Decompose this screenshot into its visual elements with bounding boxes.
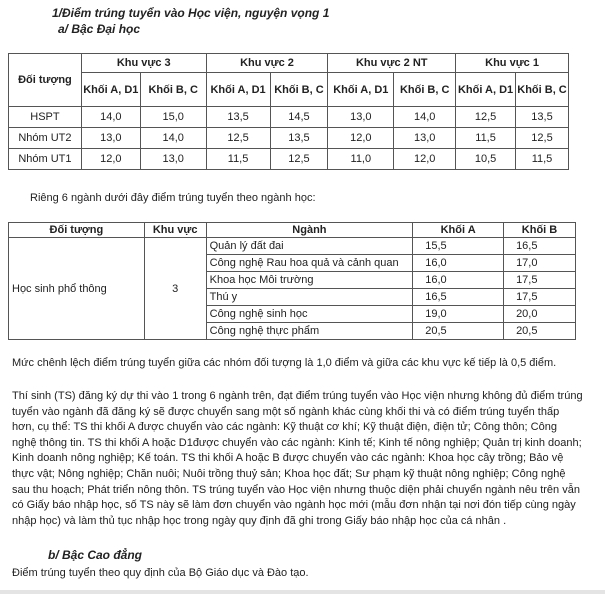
score-cell: 14,5 — [270, 107, 328, 128]
paragraph-line: tuyển vào ngành đã đăng ký sẽ được chuyển sang một số ngành khác cùng khối thi và có điểm trúng tuyển thấp — [12, 405, 560, 418]
table-row — [9, 149, 569, 170]
header-subcol: Khối A, D1 — [328, 73, 394, 107]
score-cell: 12,5 — [206, 128, 270, 149]
score-b: 17,5 — [504, 272, 576, 289]
header-khoi-b: Khối B — [504, 223, 576, 238]
score-cell: 13,0 — [394, 128, 456, 149]
score-cell: 12,0 — [394, 149, 456, 170]
score-difference-text: Mức chênh lệch điểm trúng tuyển giữa các nhóm đối tượng là 1,0 điểm và giữa các khu vực kế tiếp là 0,5 điểm. — [12, 357, 557, 369]
score-cell: 13,5 — [270, 128, 328, 149]
paragraph-line: Thí sinh (TS) đăng ký dự thi vào 1 trong 6 ngành trên, đạt điểm trúng tuyển vào Học viện nhưng không đủ điểm trúng — [12, 390, 583, 402]
major-name: Khoa học Môi trường — [206, 272, 413, 289]
header-region: Khu vực 3 — [81, 54, 206, 73]
table-row — [9, 128, 569, 149]
admission-score-table — [8, 53, 569, 170]
header-region: Khu vực 2 NT — [328, 54, 456, 73]
score-b: 20,5 — [504, 323, 576, 340]
score-a: 16,0 — [413, 272, 504, 289]
score-cell: 12,5 — [456, 107, 516, 128]
header-subcol: Khối A, D1 — [456, 73, 516, 107]
header-nganh: Ngành — [206, 223, 413, 238]
score-cell: 12,0 — [328, 128, 394, 149]
header-subcol: Khối B, C — [516, 73, 569, 107]
score-a: 19,0 — [413, 306, 504, 323]
special-majors-note: Riêng 6 ngành dưới đây điểm trúng tuyển theo ngành học: — [30, 192, 316, 204]
subheading-university: a/ Bậc Đại học — [58, 22, 141, 36]
score-b: 16,5 — [504, 238, 576, 255]
score-cell: 14,0 — [140, 128, 206, 149]
score-cell: 11,0 — [328, 149, 394, 170]
row-group: Nhóm UT2 — [9, 128, 82, 149]
score-b: 17,0 — [504, 255, 576, 272]
score-cell: 15,0 — [140, 107, 206, 128]
row-group: Nhóm UT1 — [9, 149, 82, 170]
section-heading: 1/Điểm trúng tuyển vào Học viện, nguyện vọng 1 — [52, 6, 330, 20]
doi-tuong-cell: Học sinh phổ thông — [9, 238, 145, 340]
score-cell: 14,0 — [81, 107, 140, 128]
score-cell: 13,0 — [140, 149, 206, 170]
paragraph-line: sau thu hoạch; Phát triển nông thôn. TS trúng tuyển vào Học viện nhưng thuộc diện phải chuyển ngành nêu trên vẫn — [12, 483, 580, 496]
table-row — [9, 238, 576, 255]
score-b: 17,5 — [504, 289, 576, 306]
score-cell: 12,5 — [270, 149, 328, 170]
paragraph-line: nghệ thông tin. TS thi khối A hoặc D1được chuyển vào các ngành: Kinh tế; Kinh tế nông nghiệp; Quản trị kinh doanh; — [12, 436, 582, 449]
row-group: HSPT — [9, 107, 82, 128]
paragraph-line: Kinh doanh nông nghiệp; Kế toán. TS thi khối A hoặc B được chuyển vào các ngành: Khoa học cây trồng; Bảo vệ — [12, 452, 564, 465]
college-score-note: Điểm trúng tuyển theo quy định của Bộ Giáo dục và Đào tạo. — [12, 567, 309, 579]
header-khoi-a: Khối A — [413, 223, 504, 238]
score-cell: 13,5 — [206, 107, 270, 128]
major-name: Công nghệ thực phẩm — [206, 323, 413, 340]
score-cell: 10,5 — [456, 149, 516, 170]
score-a: 20,5 — [413, 323, 504, 340]
paragraph-line: hơn, cụ thể: TS thi khối A được chuyển vào các ngành: Kỹ thuật cơ khí; Kỹ thuật điện, điện tử; Công thôn; Công — [12, 421, 557, 434]
score-cell: 11,5 — [206, 149, 270, 170]
header-subcol: Khối A, D1 — [81, 73, 140, 107]
score-a: 16,5 — [413, 289, 504, 306]
score-a: 16,0 — [413, 255, 504, 272]
header-subcol: Khối A, D1 — [206, 73, 270, 107]
score-cell: 13,5 — [516, 107, 569, 128]
header-subcol: Khối B, C — [270, 73, 328, 107]
score-cell: 13,0 — [81, 128, 140, 149]
score-a: 15,5 — [413, 238, 504, 255]
score-cell: 11,5 — [456, 128, 516, 149]
paragraph-line: nhập học) và làm thủ tục nhập học trong ngày quy định đã ghi trong Giấy báo nhập học của cá nhân . — [12, 514, 507, 527]
header-doi-tuong: Đối tượng — [9, 54, 82, 107]
major-name: Thú y — [206, 289, 413, 306]
paragraph-line: có Giấy báo nhập học, số TS này sẽ làm đơn chuyển vào ngành học mới (mẫu đơn nhận tại nơi đón tiếp cùng ngày — [12, 499, 576, 512]
major-score-table — [8, 222, 576, 340]
score-cell: 12,5 — [516, 128, 569, 149]
table-row — [9, 107, 569, 128]
major-name: Công nghệ sinh học — [206, 306, 413, 323]
major-name: Công nghệ Rau hoa quả và cảnh quan — [206, 255, 413, 272]
header-region: Khu vực 2 — [206, 54, 328, 73]
header-subcol: Khối B, C — [394, 73, 456, 107]
header-doi-tuong: Đối tượng — [9, 223, 145, 238]
transfer-paragraph — [12, 389, 592, 529]
score-cell: 11,5 — [516, 149, 569, 170]
major-name: Quản lý đất đai — [206, 238, 413, 255]
paragraph-line: thực vật; Nông nghiệp; Chăn nuôi; Nuôi trồng thuỷ sản; Khoa học đất; Sư phạm kỹ thuật nông nghiệp; Công nghệ — [12, 467, 566, 480]
score-cell: 13,0 — [328, 107, 394, 128]
score-cell: 12,0 — [81, 149, 140, 170]
khu-vuc-cell: 3 — [144, 238, 206, 340]
header-region: Khu vực 1 — [456, 54, 569, 73]
score-cell: 14,0 — [394, 107, 456, 128]
subheading-college: b/ Bậc Cao đẳng — [48, 548, 143, 562]
bottom-divider — [0, 590, 605, 594]
header-subcol: Khối B, C — [140, 73, 206, 107]
header-khu-vuc: Khu vực — [144, 223, 206, 238]
score-b: 20,0 — [504, 306, 576, 323]
